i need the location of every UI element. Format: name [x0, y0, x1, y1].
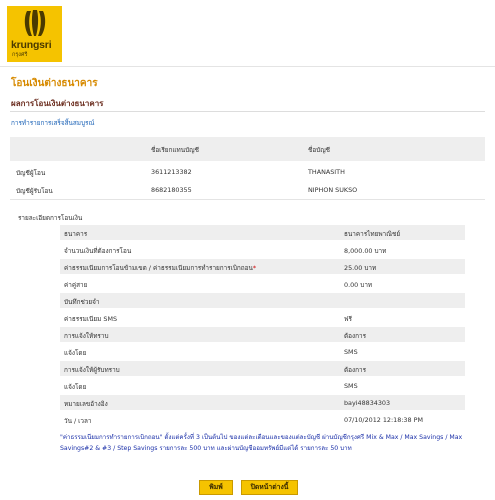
success-message: การทำรายการเสร็จสิ้นสมบูรณ์	[11, 119, 95, 127]
brand-name: krungsri	[11, 39, 52, 51]
detail-value: ต้องการ	[344, 366, 366, 374]
header-account-alias: ชื่อเรียกแทนบัญชี	[151, 146, 199, 154]
section-divider	[10, 111, 485, 112]
account-table-header	[10, 137, 485, 161]
action-buttons	[0, 480, 495, 496]
table-row	[60, 293, 465, 308]
table-row	[60, 225, 465, 240]
required-mark: *	[252, 264, 257, 272]
table-row	[60, 259, 465, 274]
header-account-name: ชื่อบัญชี	[308, 146, 331, 154]
row-label-sender: บัญชีผู้โอน	[16, 169, 46, 177]
header-divider	[0, 66, 495, 67]
table-row	[60, 361, 465, 376]
sender-account-name: THANASITH	[308, 168, 345, 176]
table-row	[60, 395, 465, 410]
detail-label: การแจ้งให้ผู้รับทราบ	[64, 366, 120, 374]
table-row	[60, 310, 465, 325]
print-button[interactable]: พิมพ์	[199, 480, 233, 495]
fee-note: "ค่าธรรมเนียมการทำรายการเบิกถอน" ตั้งแต่ครั้งที่ 3 เป็นต้นไป ของแต่ละเดือนและของแต่ละบัญชี ผ่านบัญชีกรุงศรี Mix & Max / Max Savings / Max Savings#2 & #3 / Step Savings รายการละ 500 บาท และผ่านบัญชีออมทรัพย์มีแต่ได้ รายการละ 50 บาท	[60, 434, 463, 452]
detail-value: bayi48834303	[344, 399, 391, 407]
close-window-button[interactable]: ปิดหน้าต่างนี้	[241, 480, 298, 495]
detail-label: ค่าธรรมเนียม SMS	[64, 315, 118, 323]
table-row	[60, 242, 465, 257]
detail-value: ธนาคารไทยพาณิชย์	[344, 230, 401, 238]
detail-label: หมายเลขอ้างอิง	[64, 400, 108, 408]
detail-label: ค่าธรรมเนียมการโอนข้ามเขต / ค่าธรรมเนียมการทำรายการเบิกถอน*	[64, 264, 257, 272]
krungsri-logo	[7, 6, 62, 62]
detail-label: จำนวนเงินที่ต้องการโอน	[64, 247, 132, 255]
receiver-account-number: 8682180355	[151, 186, 192, 194]
table-row	[10, 182, 485, 199]
detail-label: การแจ้งให้ทราบ	[64, 332, 109, 340]
detail-value: ต้องการ	[344, 332, 366, 340]
detail-label: ค่าคู่สาย	[64, 281, 88, 289]
receiver-account-name: NIPHON SUKSO	[308, 186, 358, 194]
brand-name-thai: กรุงศรี	[12, 52, 28, 58]
table-row	[60, 344, 465, 359]
detail-value: 07/10/2012 12:18:38 PM	[344, 416, 423, 424]
detail-label: แจ้งโดย	[64, 383, 87, 391]
detail-label: แจ้งโดย	[64, 349, 87, 357]
detail-value: SMS	[344, 382, 358, 390]
table-row	[60, 412, 465, 427]
detail-value: 25.00 บาท	[344, 264, 377, 272]
section-title: ผลการโอนเงินต่างธนาคาร	[11, 99, 104, 108]
table-row	[60, 276, 465, 291]
detail-label: วัน / เวลา	[64, 417, 92, 425]
table-row	[60, 327, 465, 342]
krungsri-emblem-icon	[23, 9, 47, 37]
detail-value: 0.00 บาท	[344, 281, 373, 289]
detail-label: บันทึกช่วยจำ	[64, 298, 100, 306]
row-label-receiver: บัญชีผู้รับโอน	[16, 187, 53, 195]
account-table-divider	[10, 199, 485, 200]
table-row	[10, 164, 485, 181]
detail-value: 8,000.00 บาท	[344, 247, 387, 255]
sender-account-number: 3611213382	[151, 168, 192, 176]
detail-label: ธนาคาร	[64, 230, 88, 238]
table-row	[60, 378, 465, 393]
detail-value: SMS	[344, 348, 358, 356]
header-bar	[0, 0, 495, 66]
details-heading: รายละเอียดการโอนเงิน	[18, 214, 83, 222]
detail-value: ฟรี	[344, 315, 352, 323]
page-title: โอนเงินต่างธนาคาร	[11, 78, 98, 89]
